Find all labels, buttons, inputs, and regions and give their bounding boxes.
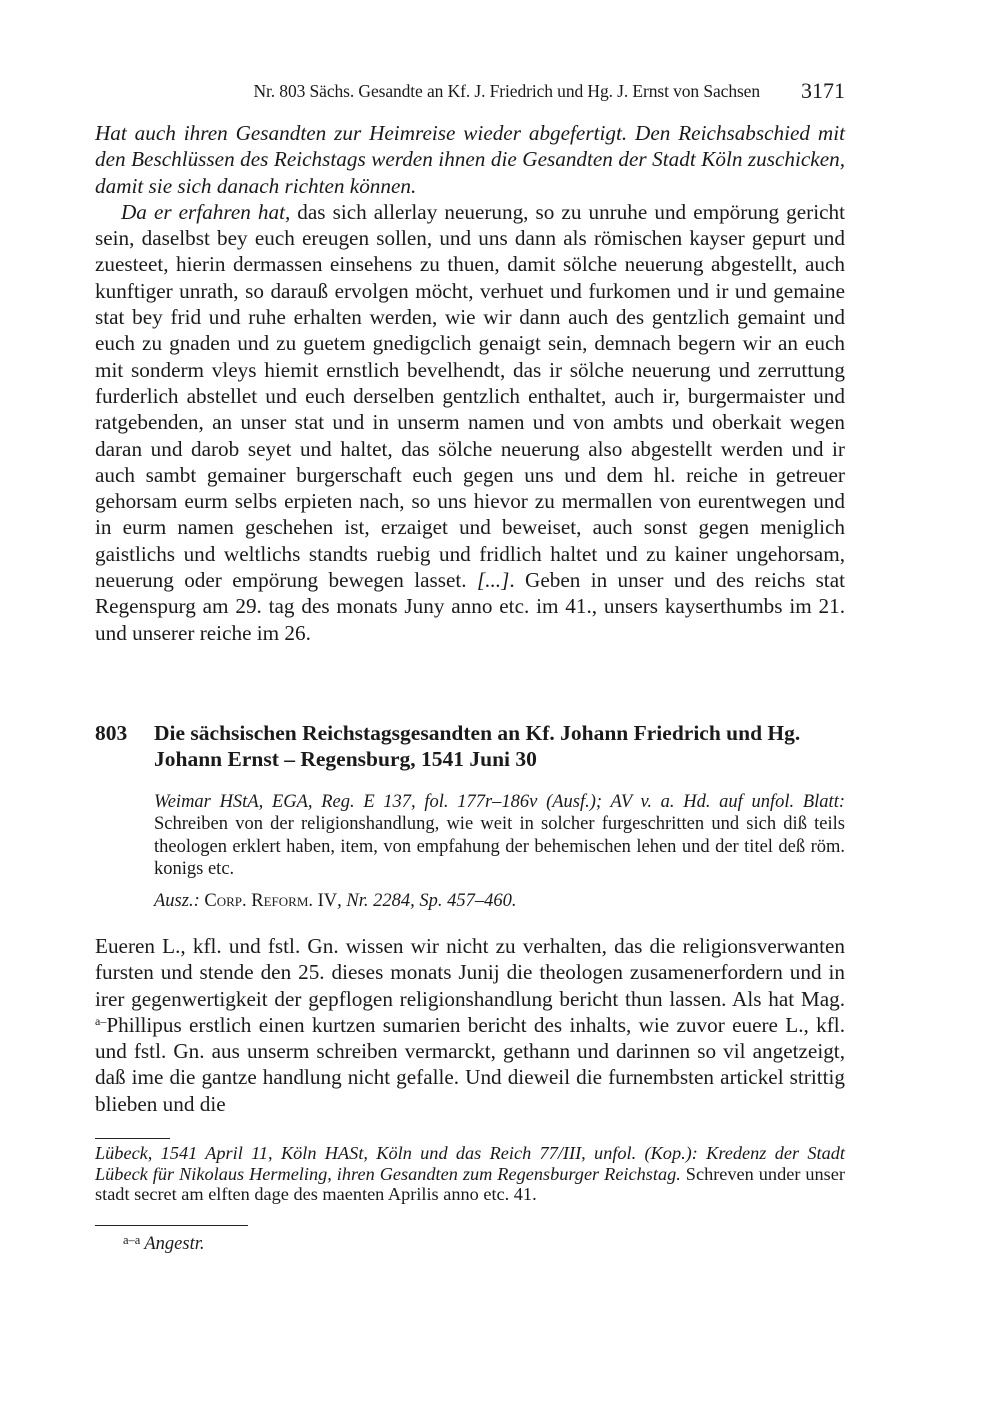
summary-paragraph: Hat auch ihren Gesandten zur Heimreise wieder abgefertigt. Den Reichsabschied mit den Beschlüssen des Reichstags werden ihnen die Gesandten der Stadt Köln zuschicken, damit sie sich danach richten können. [95, 121, 845, 198]
ausz-label: Ausz.: [154, 890, 200, 911]
apparatus-rule [95, 1225, 248, 1226]
apparatus-note-mark: a–a [123, 1233, 141, 1247]
source-archive [154, 791, 845, 881]
letter-paragraph-803 [95, 933, 845, 1117]
ausz-detail: , Nr. 2284, Sp. 457–460. [337, 890, 517, 911]
letter-paragraph [95, 199, 845, 646]
ellipsis: [...] [476, 568, 510, 593]
volume: IV [313, 890, 338, 911]
text-before-mark: Eueren L., kfl. und fstl. Gn. wissen wir nicht zu verhalten, das die religionsverwanten fursten und stende den 25. dieses monats Junij die theologen zusamenerfordern und in irer gegenwertigkeit der gepflogen religionshandlung bericht thun lassen. Als hat Mag. [95, 934, 845, 1011]
letter-text: das sich allerlay neuerung, so zu unruhe und empörung gericht sein, daselbst bey euch ereugen sollen, und uns dann als römischen kayser gepurt und zuesteet, hierin dermassen einsehens zu thuen, damit sölche neuerung abgestellt, auch kunftiger unrath, so darauß ervolgen möcht, verhuet und furkomen und ir und gemaine stat bey frid und ruhe erhalten werden, wie wir dann auch des gentzlich gemaint und euch zu gnaden und zu guetem gnedigclich genaigt sein, demnach begern wir an euch mit sonderm vleys hiemit ernstlich bevelhendt, das ir sölche neuerung und zerruttung furderlich abstellet und euch derselben gentzlich enthaltet, auch ir, burgermaister und ratgebenden, an unser stat und in unserm namen und von ambts und oberkait wegen daran und darob seyet und haltet, das sölche neuerung also abgestellt werden und ir auch sambt gemainer burgerschaft euch gegen uns und dem hl. reiche in getreuer gehorsam eurm selbs erpieten nach, so uns hievor zu mermallen von eurentwegen und in eurm namen geschehen ist, erzaiget und beweiset, auch sonst gegen meniglich gaistlichs und weltlichs standts ruebig und fridlich haltet und zu kainer ungehorsam, neuerung oder empörung bewegen lasset. [95, 199, 845, 593]
apparatus-note-text: Angestr. [144, 1234, 205, 1254]
apparatus-mark: a– [95, 1013, 107, 1028]
corp-reform: Corp. Reform. [199, 890, 314, 911]
running-head-title: Nr. 803 Sächs. Gesandte an Kf. J. Friedrich und Hg. J. Ernst von Sachsen [253, 81, 760, 101]
archive-reference: Weimar HStA, EGA, Reg. E 137, fol. 177r–186v (Ausf.); AV v. a. Hd. auf unfol. Blatt: [154, 792, 845, 812]
footnote-lubeck [95, 1143, 845, 1205]
intro-phrase: Da er erfahren hat, [121, 199, 291, 224]
endorsement-text: Schreiben von der religionshandlung, wie weit in solcher furgeschritten und sich diß teils theologen erklert haben, item, von empfahung der behemischen lehen und der titel deß röm. konigs etc. [154, 814, 845, 880]
page-number: 3171 [801, 78, 845, 103]
document-803-text [95, 933, 845, 1117]
preceding-document-text [95, 120, 845, 646]
running-head [95, 78, 845, 106]
letter-closing: . Geben in unser und des reichs stat Regenspurg am 29. tag des monats Juny anno etc. im 41., unsers kayserthumbs im 21. und unserer reiche im 26. [95, 568, 845, 645]
footnote-rule [95, 1138, 170, 1139]
document-number: 803 [95, 721, 128, 745]
footnote-quote: Schreven under unser stadt secret am elften dage des maenten Aprilis anno etc. 41. [95, 1163, 845, 1204]
source-block [154, 791, 845, 912]
apparatus-note [123, 1229, 204, 1255]
footnote-reference: Lübeck, 1541 April 11, Köln HASt, Köln und das Reich 77/III, unfol. (Kop.): Kredenz der Stadt Lübeck für Nikolaus Hermeling, ihren Gesandten zum Regensburger Reichstag. [95, 1143, 845, 1184]
excerpt-reference [154, 890, 845, 912]
text-after-mark: Phillipus erstlich einen kurtzen sumarien bericht des inhalts, wie zuvor euere L., kfl. und fstl. Gn. aus unserm schreiben vermarckt, gethann und darinnen so vil angetzeigt, daß ime die gantze handlung nicht gefalle. Und dieweil die furnembsten artickel strittig blieben und die [95, 1012, 845, 1116]
footnote-paragraph [95, 1143, 845, 1205]
document-title: Die sächsischen Reichstagsgesandten an Kf. Johann Friedrich und Hg. Johann Ernst – Regensburg, 1541 Juni 30 [154, 721, 801, 771]
